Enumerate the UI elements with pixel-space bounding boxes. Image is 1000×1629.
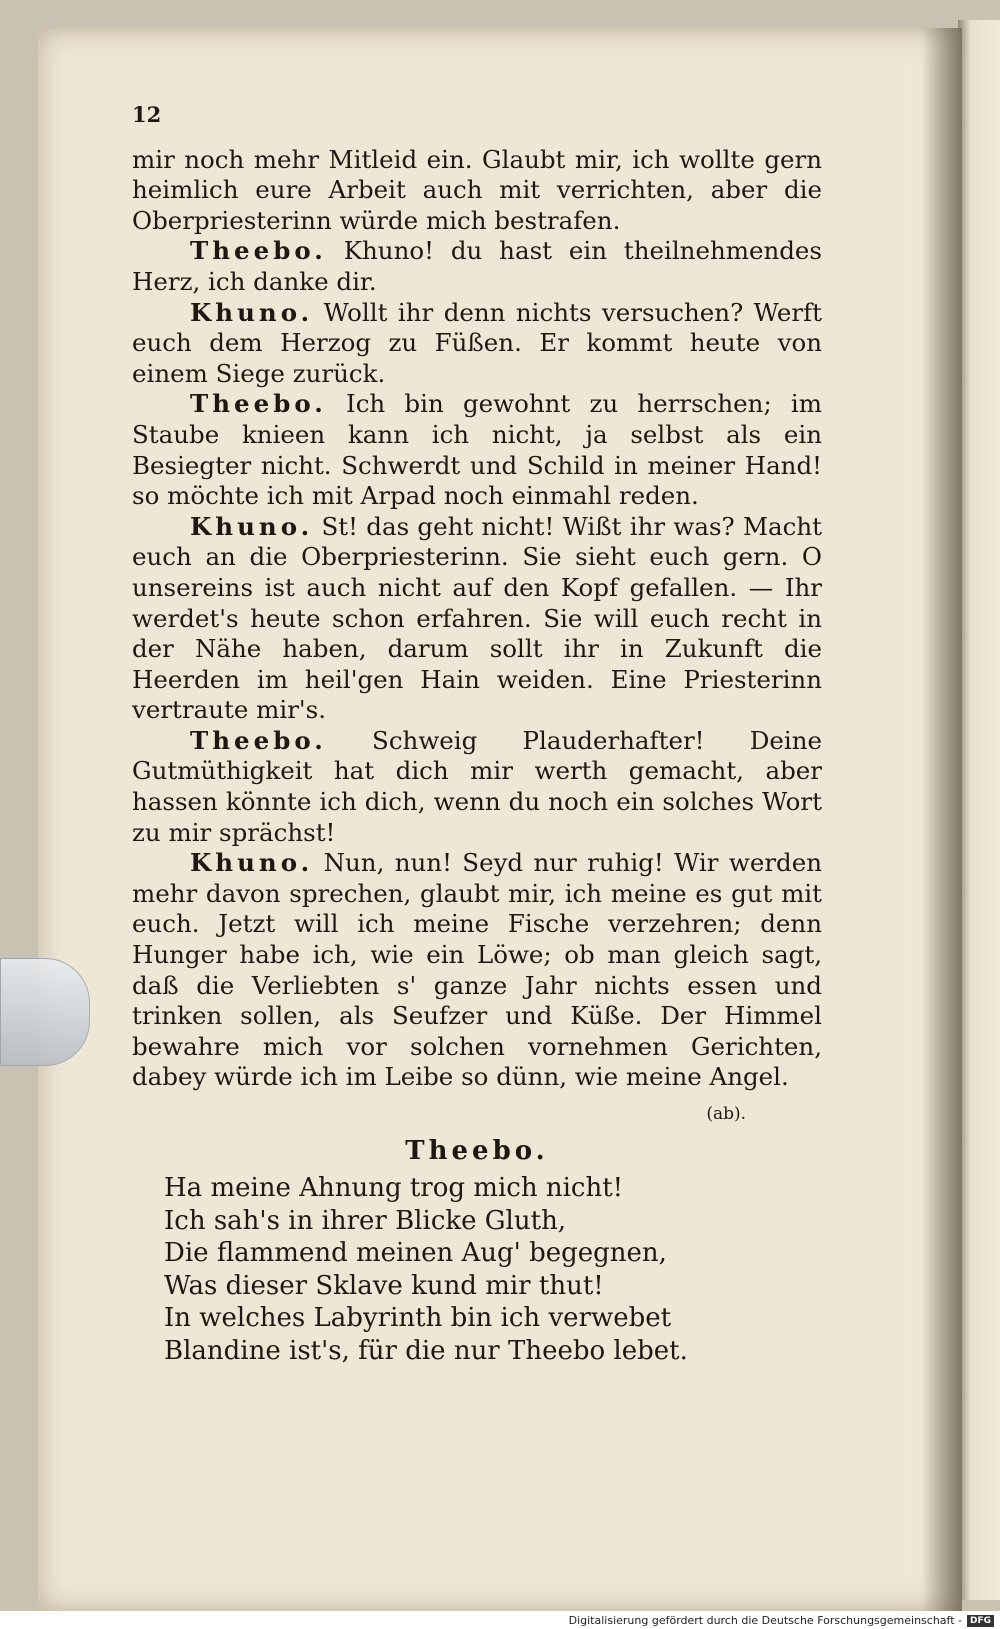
- speaker-name: Khuno.: [190, 297, 314, 327]
- paragraph-text: mir noch mehr Mitleid ein. Glaubt mir, ich wollte gern heimlich eure Arbeit auch mit verrichten, aber die Oberpriesterinn würde mich bestrafen.: [132, 144, 822, 235]
- paragraph-text: Ich bin gewohnt zu herrschen; im Staube knieen kann ich nicht, ja selbst als ein Besiegter nicht. Schwerdt und Schild in meiner Hand! so möchte ich mit Arpad noch einmahl reden.: [132, 389, 822, 511]
- speaker-name: Theebo.: [190, 389, 327, 419]
- verse-line: Was dieser Sklave kund mir thut!: [164, 1270, 604, 1301]
- verse-line: Ha meine Ahnung trog mich nicht!: [164, 1173, 624, 1204]
- paragraph: [132, 726, 822, 848]
- paragraph: [132, 848, 822, 1093]
- paragraph-text: Khuno! du hast ein theilnehmendes Herz, ich danke dir.: [132, 236, 823, 296]
- speaker-name: Theebo.: [190, 236, 327, 266]
- speaker-name: Khuno.: [190, 848, 314, 878]
- footer-credit: Digitalisierung gefördert durch die Deutsche Forschungsgemeinschaft -: [568, 1614, 962, 1627]
- paragraph: [132, 298, 822, 390]
- facing-page-edge: [958, 20, 1000, 1600]
- page-text: [132, 100, 822, 1367]
- paragraph-text: Schweig Plauderhafter! Deine Gutmüthigkeit hat dich mir werth gemacht, aber hassen könnte ich dich, wenn du noch ein solches Wort zu mir sprächst!: [132, 725, 823, 847]
- paragraph: [132, 512, 822, 726]
- paragraph-text: Nun, nun! Seyd nur ruhig! Wir werden mehr davon sprechen, glaubt mir, ich meine es gut mit euch. Jetzt will ich meine Fische verzehren; denn Hunger habe ich, wie ein Löwe; ob man gleich sagt, daß die Verliebten s' ganze Jahr nichts essen und trinken sollen, als Seufzer und Küße. Der Himmel bewahre mich vor solchen vornehmen Gerichten, dabey würde ich im Leibe so dünn, wie meine Angel.: [132, 848, 822, 1092]
- song-speaker: Theebo.: [405, 1135, 549, 1166]
- verse-block: [132, 1172, 822, 1367]
- page-clip: [0, 958, 90, 1066]
- page-number: 12: [132, 102, 162, 127]
- speaker-name: Khuno.: [190, 511, 314, 541]
- paragraph-text: Wollt ihr denn nichts versuchen? Werft euch dem Herzog zu Füßen. Er kommt heute von einem Siege zurück.: [132, 297, 822, 388]
- verse-line: In welches Labyrinth bin ich verwebet: [164, 1303, 672, 1334]
- paragraph: [132, 236, 822, 297]
- gutter-shadow: [922, 28, 962, 1612]
- stage-direction: (ab).: [706, 1104, 746, 1124]
- paragraph: [132, 389, 822, 511]
- paragraph: [132, 145, 822, 237]
- speaker-name: Theebo.: [190, 725, 327, 755]
- footer-bar: [0, 1611, 1000, 1629]
- verse-line: Blandine ist's, für die nur Theebo lebet.: [164, 1335, 688, 1366]
- dfg-logo: DFG: [967, 1615, 994, 1627]
- paragraph-text: St! das geht nicht! Wißt ihr was? Macht euch an die Oberpriesterinn. Sie sieht euch gern. O unsereins ist auch nicht auf den Kopf gefallen. — Ihr werdet's heute schon erfahren. Sie will euch recht in der Nähe haben, darum sollt ihr in Zukunft die Heerden im heil'gen Hain weiden. Eine Priesterinn vertraute mir's.: [132, 511, 822, 725]
- verse-line: Ich sah's in ihrer Blicke Gluth,: [164, 1205, 567, 1236]
- verse-line: Die flammend meinen Aug' begegnen,: [164, 1238, 667, 1269]
